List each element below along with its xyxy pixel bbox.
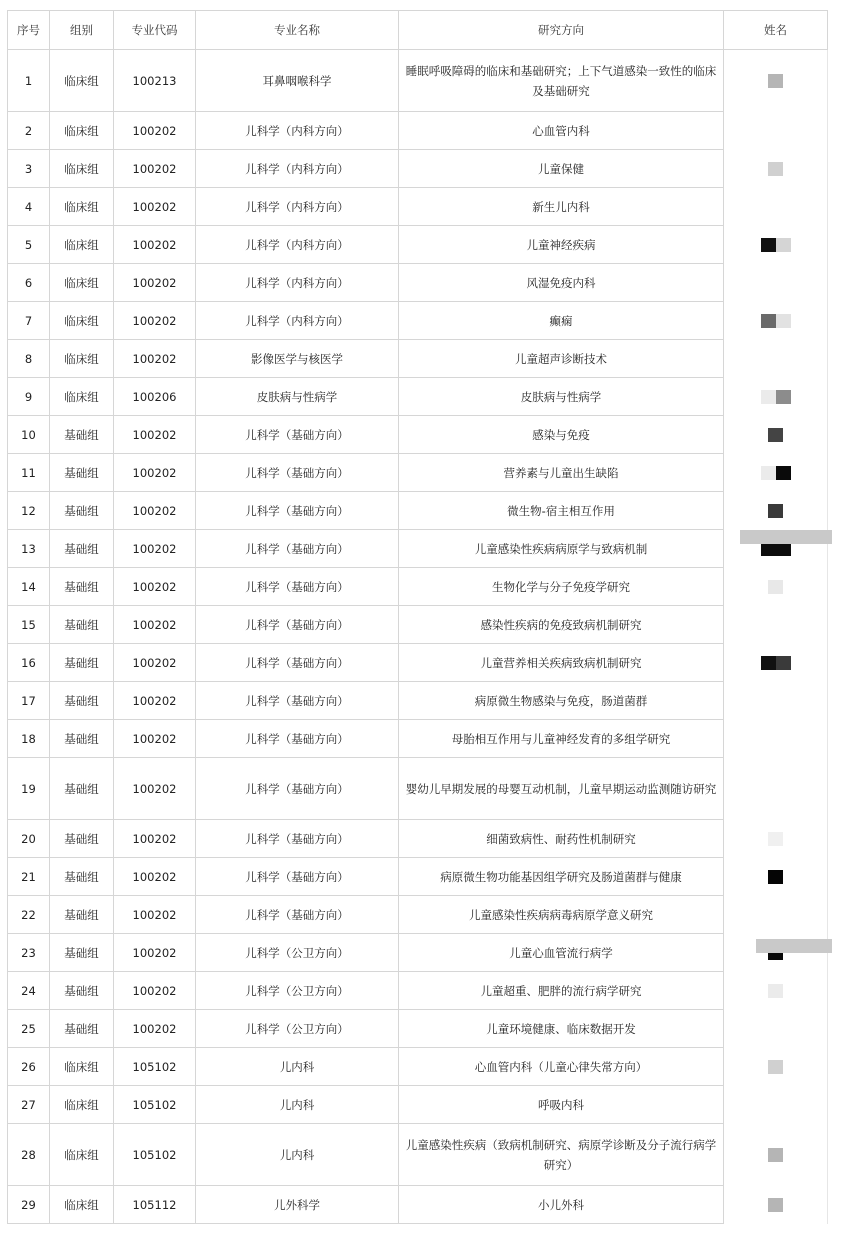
cell-index: 29 [8,1186,50,1224]
redaction-block [768,504,783,518]
cell-research-direction: 细菌致病性、耐药性机制研究 [399,820,724,858]
redaction-block [776,466,791,480]
cell-name-redacted [724,858,828,896]
cell-index: 4 [8,188,50,226]
cell-major-code: 105112 [114,1186,196,1224]
redaction-block [768,832,783,846]
cell-major-name: 儿科学（内科方向） [196,112,399,150]
cell-group: 基础组 [50,530,114,568]
cell-major-name: 耳鼻咽喉科学 [196,50,399,112]
cell-research-direction: 儿童环境健康、临床数据开发 [399,1010,724,1048]
cell-group: 临床组 [50,302,114,340]
redaction-block [761,656,776,670]
cell-major-code: 100202 [114,644,196,682]
cell-research-direction: 母胎相互作用与儿童神经发育的多组学研究 [399,720,724,758]
redaction-block [768,870,783,884]
cell-research-direction: 新生儿内科 [399,188,724,226]
cell-major-name: 儿科学（基础方向） [196,606,399,644]
cell-name-redacted [724,454,828,492]
table-body [8,50,828,1224]
table-row [8,150,828,188]
cell-major-code: 100213 [114,50,196,112]
cell-group: 临床组 [50,150,114,188]
cell-research-direction: 睡眠呼吸障碍的临床和基础研究；上下气道感染一致性的临床及基础研究 [399,50,724,112]
table-row [8,378,828,416]
cell-major-name: 儿科学（内科方向） [196,226,399,264]
cell-major-code: 100202 [114,416,196,454]
cell-major-code: 100202 [114,340,196,378]
cell-group: 基础组 [50,758,114,820]
cell-index: 23 [8,934,50,972]
redaction-block [776,314,791,328]
cell-major-name: 儿科学（内科方向） [196,302,399,340]
cell-index: 28 [8,1124,50,1186]
cell-index: 7 [8,302,50,340]
cell-group: 基础组 [50,720,114,758]
cell-index: 10 [8,416,50,454]
cell-index: 6 [8,264,50,302]
cell-research-direction: 心血管内科 [399,112,724,150]
redaction-block [761,466,776,480]
cell-group: 基础组 [50,416,114,454]
cell-research-direction: 儿童神经疾病 [399,226,724,264]
cell-major-code: 100202 [114,264,196,302]
cell-major-name: 儿科学（基础方向） [196,682,399,720]
table-row [8,820,828,858]
cell-name-redacted [724,416,828,454]
cell-index: 22 [8,896,50,934]
cell-major-name: 儿科学（基础方向） [196,758,399,820]
cell-research-direction: 癫痫 [399,302,724,340]
table-row [8,1124,828,1186]
cell-major-name: 儿外科学 [196,1186,399,1224]
redaction-block [761,542,776,556]
cell-group: 基础组 [50,896,114,934]
table-row [8,568,828,606]
cell-major-name: 儿科学（内科方向） [196,264,399,302]
redaction-bar [740,530,832,544]
cell-index: 21 [8,858,50,896]
table-row [8,226,828,264]
cell-group: 基础组 [50,682,114,720]
cell-index: 18 [8,720,50,758]
cell-name-redacted [724,1124,828,1186]
table-header [8,11,828,50]
cell-research-direction: 心血管内科（儿童心律失常方向） [399,1048,724,1086]
cell-name-redacted [724,340,828,378]
cell-research-direction: 儿童感染性疾病病毒病原学意义研究 [399,896,724,934]
table-row [8,1010,828,1048]
cell-major-code: 100202 [114,720,196,758]
table-row [8,758,828,820]
table-row [8,972,828,1010]
cell-research-direction: 病原微生物感染与免疫，肠道菌群 [399,682,724,720]
cell-index: 19 [8,758,50,820]
cell-major-name: 影像医学与核医学 [196,340,399,378]
cell-index: 9 [8,378,50,416]
cell-research-direction: 儿童超声诊断技术 [399,340,724,378]
redaction-block [768,580,783,594]
cell-major-code: 100202 [114,150,196,188]
cell-major-code: 100202 [114,758,196,820]
cell-group: 基础组 [50,568,114,606]
cell-group: 临床组 [50,340,114,378]
cell-group: 基础组 [50,644,114,682]
cell-research-direction: 微生物-宿主相互作用 [399,492,724,530]
cell-group: 基础组 [50,1010,114,1048]
cell-major-name: 儿科学（基础方向） [196,720,399,758]
table-row [8,934,828,972]
redaction-block [761,314,776,328]
cell-research-direction: 呼吸内科 [399,1086,724,1124]
cell-research-direction: 感染性疾病的免疫致病机制研究 [399,606,724,644]
cell-major-name: 儿科学（公卫方向） [196,1010,399,1048]
cell-name-redacted [724,606,828,644]
cell-major-code: 100202 [114,934,196,972]
cell-name-redacted [724,1086,828,1124]
cell-index: 13 [8,530,50,568]
cell-index: 15 [8,606,50,644]
table-row [8,454,828,492]
cell-research-direction: 婴幼儿早期发展的母婴互动机制，儿童早期运动监测随访研究 [399,758,724,820]
table-row [8,896,828,934]
cell-group: 基础组 [50,934,114,972]
cell-name-redacted [724,188,828,226]
cell-index: 17 [8,682,50,720]
cell-name-redacted [724,112,828,150]
table-row [8,1048,828,1086]
header-name: 姓名 [724,11,828,50]
cell-name-redacted [724,820,828,858]
cell-major-name: 儿科学（基础方向） [196,454,399,492]
cell-major-code: 100202 [114,972,196,1010]
cell-group: 基础组 [50,820,114,858]
cell-name-redacted [724,302,828,340]
cell-group: 临床组 [50,112,114,150]
cell-major-code: 100202 [114,820,196,858]
cell-name-redacted [724,644,828,682]
cell-major-name: 儿科学（内科方向） [196,188,399,226]
cell-major-name: 儿科学（基础方向） [196,858,399,896]
cell-major-code: 100202 [114,1010,196,1048]
cell-research-direction: 儿童保健 [399,150,724,188]
table-row [8,606,828,644]
table-row [8,858,828,896]
cell-major-code: 100202 [114,302,196,340]
cell-name-redacted [724,492,828,530]
cell-group: 临床组 [50,1086,114,1124]
cell-name-redacted [724,378,828,416]
cell-name-redacted [724,568,828,606]
redaction-block [768,1198,783,1212]
cell-major-name: 儿内科 [196,1086,399,1124]
redaction-block [761,238,776,252]
table-row [8,1086,828,1124]
redaction-block [768,984,783,998]
cell-major-name: 儿内科 [196,1048,399,1086]
cell-index: 1 [8,50,50,112]
cell-research-direction: 感染与免疫 [399,416,724,454]
cell-major-code: 105102 [114,1124,196,1186]
table-row [8,188,828,226]
cell-name-redacted [724,150,828,188]
cell-name-redacted [724,1010,828,1048]
header-major-code: 专业代码 [114,11,196,50]
cell-major-code: 100202 [114,226,196,264]
table-row [8,1186,828,1224]
redaction-block [768,1148,783,1162]
cell-index: 5 [8,226,50,264]
header-group: 组别 [50,11,114,50]
cell-index: 2 [8,112,50,150]
table-row [8,264,828,302]
cell-index: 11 [8,454,50,492]
cell-major-code: 100202 [114,188,196,226]
cell-major-name: 儿科学（基础方向） [196,416,399,454]
redaction-block [776,390,791,404]
cell-major-name: 儿科学（基础方向） [196,568,399,606]
cell-name-redacted [724,720,828,758]
cell-group: 基础组 [50,492,114,530]
cell-index: 3 [8,150,50,188]
cell-index: 26 [8,1048,50,1086]
cell-major-name: 儿科学（基础方向） [196,820,399,858]
redaction-block [761,390,776,404]
table-row [8,302,828,340]
cell-index: 8 [8,340,50,378]
cell-major-code: 100202 [114,112,196,150]
cell-group: 临床组 [50,1048,114,1086]
redaction-bar [756,939,832,953]
header-index: 序号 [8,11,50,50]
cell-group: 临床组 [50,226,114,264]
cell-name-redacted [724,758,828,820]
table-row [8,720,828,758]
cell-research-direction: 皮肤病与性病学 [399,378,724,416]
redaction-block [768,74,783,88]
cell-name-redacted [724,682,828,720]
cell-research-direction: 小儿外科 [399,1186,724,1224]
cell-major-name: 儿科学（基础方向） [196,644,399,682]
cell-major-code: 100202 [114,530,196,568]
cell-group: 临床组 [50,50,114,112]
redaction-block [768,428,783,442]
cell-group: 临床组 [50,188,114,226]
cell-name-redacted [724,264,828,302]
cell-major-name: 儿科学（基础方向） [196,492,399,530]
cell-major-name: 儿科学（基础方向） [196,896,399,934]
cell-index: 25 [8,1010,50,1048]
cell-research-direction: 风湿免疫内科 [399,264,724,302]
cell-index: 27 [8,1086,50,1124]
cell-name-redacted [724,1048,828,1086]
major-directions-table [7,10,828,1224]
table-row [8,416,828,454]
cell-major-code: 100202 [114,606,196,644]
redaction-block [768,162,783,176]
redaction-block [776,238,791,252]
cell-group: 基础组 [50,454,114,492]
cell-name-redacted [724,972,828,1010]
cell-group: 临床组 [50,1186,114,1224]
cell-major-name: 儿科学（基础方向） [196,530,399,568]
cell-name-redacted [724,50,828,112]
cell-research-direction: 营养素与儿童出生缺陷 [399,454,724,492]
redaction-block [768,1060,783,1074]
cell-research-direction: 病原微生物功能基因组学研究及肠道菌群与健康 [399,858,724,896]
cell-index: 20 [8,820,50,858]
cell-major-code: 100202 [114,568,196,606]
cell-group: 基础组 [50,972,114,1010]
cell-major-code: 105102 [114,1086,196,1124]
redaction-block [776,542,791,556]
cell-major-code: 105102 [114,1048,196,1086]
cell-index: 12 [8,492,50,530]
redaction-block [776,656,791,670]
cell-group: 临床组 [50,264,114,302]
table-row [8,112,828,150]
table-row [8,492,828,530]
cell-major-name: 儿科学（公卫方向） [196,972,399,1010]
cell-research-direction: 生物化学与分子免疫学研究 [399,568,724,606]
cell-major-name: 儿科学（内科方向） [196,150,399,188]
cell-major-code: 100202 [114,492,196,530]
cell-index: 24 [8,972,50,1010]
cell-group: 临床组 [50,378,114,416]
table-row [8,530,828,568]
cell-research-direction: 儿童感染性疾病（致病机制研究、病原学诊断及分子流行病学研究） [399,1124,724,1186]
table-row [8,50,828,112]
cell-research-direction: 儿童心血管流行病学 [399,934,724,972]
table-row [8,682,828,720]
header-major-name: 专业名称 [196,11,399,50]
cell-group: 临床组 [50,1124,114,1186]
cell-major-name: 儿科学（公卫方向） [196,934,399,972]
table-row [8,340,828,378]
cell-research-direction: 儿童感染性疾病病原学与致病机制 [399,530,724,568]
cell-group: 基础组 [50,606,114,644]
cell-major-code: 100202 [114,896,196,934]
cell-name-redacted [724,226,828,264]
cell-major-name: 皮肤病与性病学 [196,378,399,416]
cell-major-code: 100202 [114,454,196,492]
cell-index: 16 [8,644,50,682]
cell-index: 14 [8,568,50,606]
cell-name-redacted [724,896,828,934]
cell-major-code: 100202 [114,682,196,720]
cell-research-direction: 儿童营养相关疾病致病机制研究 [399,644,724,682]
cell-research-direction: 儿童超重、肥胖的流行病学研究 [399,972,724,1010]
cell-major-code: 100202 [114,858,196,896]
cell-major-name: 儿内科 [196,1124,399,1186]
cell-major-code: 100206 [114,378,196,416]
table-row [8,644,828,682]
header-row [8,11,828,50]
cell-name-redacted [724,1186,828,1224]
header-research-direction: 研究方向 [399,11,724,50]
cell-group: 基础组 [50,858,114,896]
